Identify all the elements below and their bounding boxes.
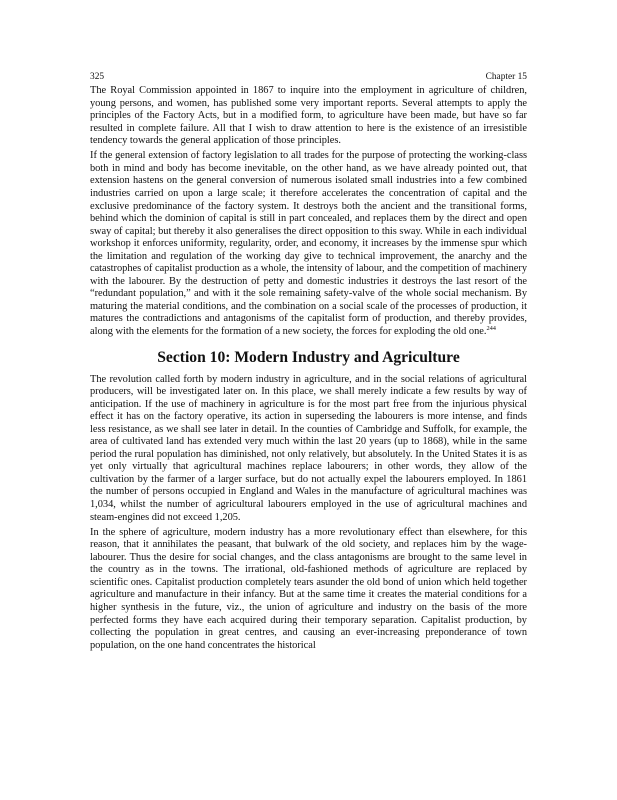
paragraph: In the sphere of agriculture, modern industry has a more revolutionary effect than elsewhere, for this reason, that it annihilates the peasant, that bulwark of the old society, and replaces him by the wage-labourer. Thus the desire for social changes, and the class antagonisms are brought to the same level in the country as in the towns. The irrational, old-fashioned methods of agriculture are replaced by scientific ones. Capitalist production completely tears asunder the old bond of union which held together agriculture and manufacture in their infancy. But at the same time it creates the material conditions for a higher synthesis in the future, viz., the union of agriculture and industry on the basis of the more perfected forms they have each acquired during their temporary separation. Capitalist production, by collecting the population in great centres, and causing an ever-increasing preponderance of town population, on the one hand concentrates the historical: [90, 526, 527, 651]
footnote-reference[interactable]: 244: [486, 324, 496, 332]
paragraph: The Royal Commission appointed in 1867 to inquire into the employment in agriculture of children, young persons, and women, has published some very important reports. Several attempts to apply the principles of the Factory Acts, but in a modified form, to agriculture have been made, but have so far resulted in complete failure. All that I wish to draw attention to here is the existence of an irresistible tendency towards the general application of those principles.: [90, 85, 527, 147]
document-page: [90, 72, 527, 652]
section-heading: Section 10: Modern Industry and Agriculture: [157, 348, 460, 366]
paragraph: The revolution called forth by modern industry in agriculture, and in the social relations of agricultural producers, will be investigated later on. In this place, we shall merely indicate a few results by way of anticipation. If the use of machinery in agriculture is for the most part free from the injurious physical effect it has on the factory operative, its action in superseding the labourers is more intense, and finds less resistance, as we shall see later in detail. In the counties of Cambridge and Suffolk, for example, the area of cultivated land has extended very much within the last 20 years (up to 1868), while in the same period the rural population has diminished, not only relatively, but absolutely. In the United States it is as yet only virtually that agricultural machines replace labourers; in other words, they allow of the cultivation by the farmer of a larger surface, but do not actually expel the labourers employed. In 1861 the number of persons occupied in England and Wales in the manufacture of agricultural machines was 1,034, whilst the number of agricultural labourers employed in the use of agricultural machines and steam-engines did not exceed 1,205.: [90, 373, 527, 523]
paragraph-with-footnote: [90, 150, 527, 338]
page-header: [90, 72, 527, 83]
chapter-label: Chapter 15: [485, 72, 527, 82]
paragraph-text: If the general extension of factory legislation to all trades for the purpose of protecting the working-class both in mind and body has become inevitable, on the other hand, as we have already pointed out, that extension hastens on the general conversion of numerous isolated small industries into a few combined industries carried on upon a large scale; it therefore accelerates the concentration of capital and the exclusive predominance of the factory system. It destroys both the ancient and the transitional forms, behind which the dominion of capital is still in part concealed, and replaces them by the direct and open sway of capital; but thereby it also generalises the direct opposition to this sway. While in each individual workshop it enforces uniformity, regularity, order, and economy, it increases by the immense spur which the limitation and regulation of the working day give to technical improvement, the anarchy and the catastrophes of capitalist production as a whole, the intensity of labour, and the competition of machinery with the labourer. By the destruction of petty and domestic industries it destroys the last resort of the “redundant population,” and with it the sole remaining safety-valve of the whole social mechanism. By maturing the material conditions, and the combination on a social scale of the processes of production, it matures the contradictions and antagonisms of the capitalist form of production, and thereby provides, along with the elements for the formation of a new society, the forces for exploding the old one.: [90, 150, 527, 337]
page-number: 325: [90, 72, 105, 82]
